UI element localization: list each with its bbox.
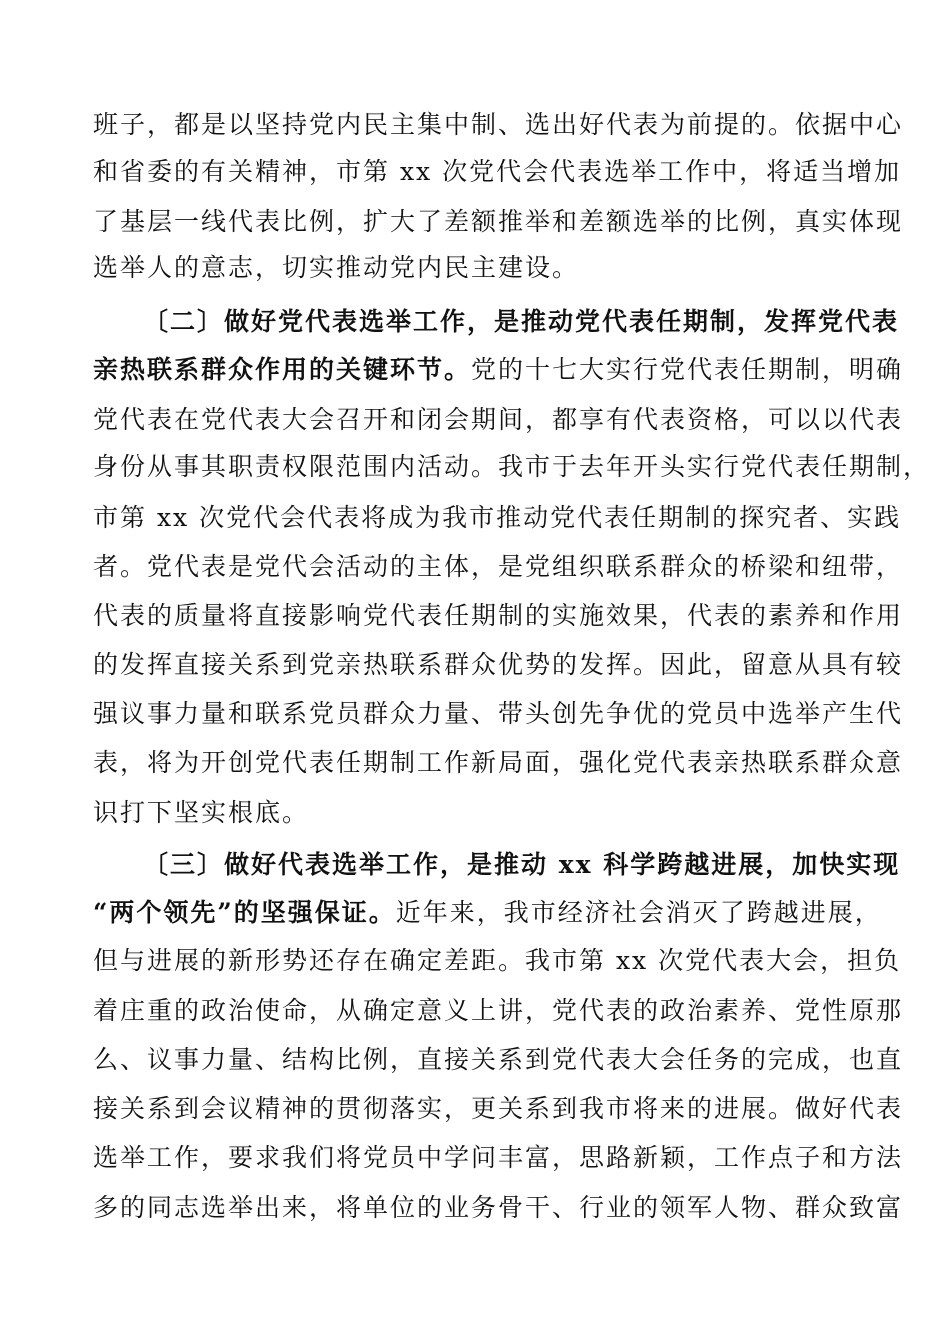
- text-line-13: 强议事力量和联系党员群众力量、带头创先争优的党员中选举产生代: [93, 699, 904, 728]
- text-line-8: 身份从事其职责权限范围内活动。我市于去年开头实行党代表任期制，: [93, 452, 931, 481]
- text-line-12: 的发挥直接关系到党亲热联系群众优势的发挥。因此，留意从具有较: [93, 650, 904, 679]
- text-line-3: 了基层一线代表比例，扩大了差额推举和差额选举的比例，真实体现: [93, 207, 904, 236]
- text-line-19: 着庄重的政治使命，从确定意义上讲，党代表的政治素养、党性原那: [93, 996, 904, 1025]
- text-line-7: 党代表在党代表大会召开和闭会期间，都享有代表资格，可以以代表: [93, 405, 904, 434]
- text-line-9: 市第 xx 次党代会代表将成为我市推动党代表任期制的探究者、实践: [93, 503, 902, 532]
- text-line-6: 亲热联系群众作用的关键环节。党的十七大实行党代表任期制，明确: [93, 355, 904, 384]
- text-line-23: 多的同志选举出来，将单位的业务骨干、行业的领军人物、群众致富: [93, 1193, 904, 1222]
- text-line-1: 班子，都是以坚持党内民主集中制、选出好代表为前提的。依据中心: [93, 110, 904, 139]
- text-line-22: 选举工作，要求我们将党员中学问丰富，思路新颖，工作点子和方法: [93, 1143, 904, 1172]
- text-line-21: 接关系到会议精神的贯彻落实，更关系到我市将来的进展。做好代表: [93, 1094, 904, 1123]
- text-line-17: “两个领先”的坚强保证。近年来，我市经济社会消灭了跨越进展，: [93, 898, 882, 927]
- section-heading-2: 〔二〕做好党代表选举工作，是推动党代表任期制，发挥党代表: [143, 307, 900, 336]
- text-line-2: 和省委的有关精神，市第 xx 次党代会代表选举工作中，将适当增加: [93, 157, 902, 186]
- text-line-15: 识打下坚实根底。: [93, 798, 310, 827]
- text-line-11: 代表的质量将直接影响党代表任期制的实施效果，代表的素养和作用: [93, 601, 904, 630]
- text-line-18: 但与进展的新形势还存在确定差距。我市第 xx 次党代表大会，担负: [93, 946, 902, 975]
- section-heading-3: 〔三〕做好代表选举工作，是推动 xx 科学跨越进展，加快实现: [143, 850, 901, 879]
- text-line-20: 么、议事力量、结构比例，直接关系到党代表大会任务的完成，也直: [93, 1045, 904, 1074]
- text-line-4: 选举人的意志，切实推动党内民主建设。: [93, 253, 580, 282]
- text-line-10: 者。党代表是党代会活动的主体，是党组织联系群众的桥梁和纽带，: [93, 552, 904, 581]
- text-line-14: 表，将为开创党代表任期制工作新局面，强化党代表亲热联系群众意: [93, 748, 904, 777]
